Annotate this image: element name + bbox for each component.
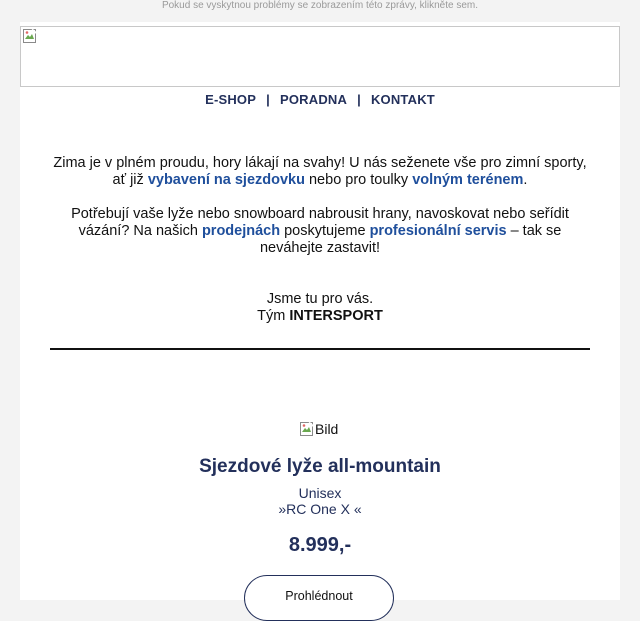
product-title[interactable]: Sjezdové lyže all-mountain xyxy=(199,456,441,477)
nav-kontakt-link[interactable]: KONTAKT xyxy=(370,92,435,107)
link-sjezdovka[interactable]: vybavení na sjezdovku xyxy=(147,172,305,188)
intro-paragraph-2 xyxy=(50,206,590,257)
signature-team xyxy=(50,308,590,325)
link-prodejny[interactable]: prodejnách xyxy=(201,223,281,239)
signature-prefix: Tým xyxy=(257,308,290,324)
intro-text: – tak se neváhejte zastavit! xyxy=(259,223,562,256)
intro-text: nebo pro toulky xyxy=(304,172,413,188)
intro-text: Potřebují vaše lyže nebo snowboard nabrousit hrany, navoskovat nebo seřídit vázání? Na našich xyxy=(71,206,569,239)
top-navigation xyxy=(20,92,620,107)
link-servis[interactable]: profesionální servis xyxy=(369,223,507,239)
intro-text: . xyxy=(523,172,528,188)
product-image-alt: Bild xyxy=(315,421,339,437)
preheader-link[interactable]: Pokud se vyskytnou problémy se zobrazením této zprávy, klikněte sem. xyxy=(161,0,479,11)
email-body xyxy=(20,22,620,603)
nav-poradna-link[interactable]: PORADNA xyxy=(279,92,348,107)
intro-text: Zima je v plném proudu, hory lákají na svahy! U nás seženete vše pro zimní sporty, ať již xyxy=(53,155,587,188)
intro-text: poskytujeme xyxy=(280,223,370,239)
signature xyxy=(50,291,590,325)
view-product-button[interactable]: Prohlédnout xyxy=(244,575,394,621)
broken-image-icon xyxy=(23,29,37,43)
product-price: 8.999,- xyxy=(288,534,352,556)
nav-separator: | xyxy=(357,92,361,107)
section-divider xyxy=(50,348,590,350)
product-model: »RC One X « xyxy=(278,501,362,517)
brand-name: INTERSPORT xyxy=(289,308,383,324)
signature-line: Jsme tu pro vás. xyxy=(266,291,374,307)
intro-paragraph-1 xyxy=(50,155,590,189)
broken-image-icon xyxy=(300,422,314,436)
header-banner-image[interactable] xyxy=(20,26,620,87)
product-image[interactable] xyxy=(300,420,338,438)
product-gender: Unisex xyxy=(298,485,342,501)
nav-eshop-link[interactable]: E-SHOP xyxy=(205,92,257,107)
nav-separator: | xyxy=(266,92,270,107)
link-volny-teren[interactable]: volným terénem xyxy=(412,172,524,188)
